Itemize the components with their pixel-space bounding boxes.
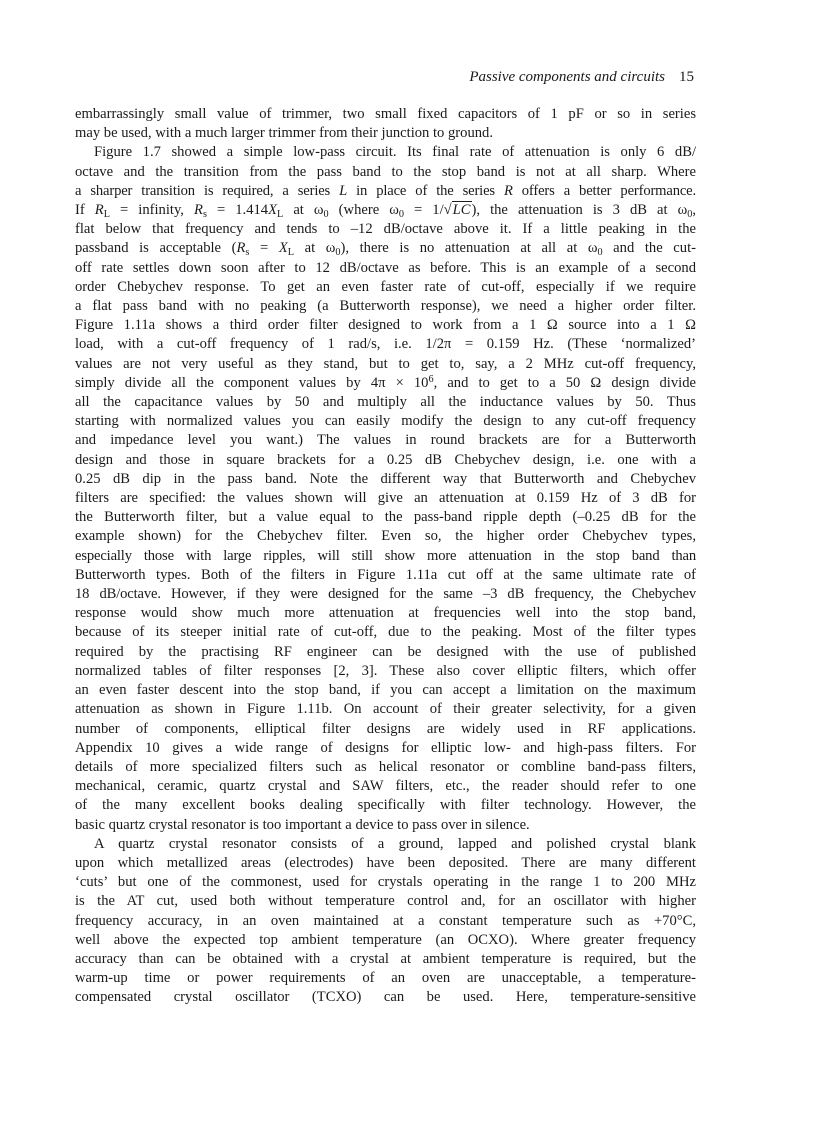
body-text xyxy=(75,105,696,1008)
text-line: flat below that frequency and tends to –12 dB/octave above it. If a little peaking in the xyxy=(75,221,696,238)
text-line: compensated crystal oscillator (TCXO) can be used. Here, temperature-sensitive xyxy=(75,989,696,1006)
text-line: upon which metallized areas (electrodes) have been deposited. There are many different xyxy=(75,854,696,871)
text-line: a flat pass band with no peaking (a Butterworth response), we need a higher order filter. xyxy=(75,298,696,315)
text-line: embarrassingly small value of trimmer, two small fixed capacitors of 1 pF or so in series xyxy=(75,106,696,122)
page-number: 15 xyxy=(679,69,694,85)
text-line: ‘cuts’ but one of the commonest, used for crystals operating in the range 1 to 200 MHz xyxy=(75,874,696,891)
text-line: number of components, elliptical filter designs are widely used in RF applications. xyxy=(75,720,696,737)
paragraph-3 xyxy=(75,835,696,1008)
text-line: is the AT cut, used both without temperature control and, for an oscillator with higher xyxy=(75,893,696,910)
text-line: a sharper transition is required, a series L in place of the series R offers a better performance. xyxy=(75,182,696,199)
text-line: because of its steeper initial rate of cut-off, due to the peaking. Most of the filter types xyxy=(75,624,696,641)
text-line: simply divide all the component values by $4\pi \times 10^6$, and to get to a 50 Ω design divide xyxy=(75,374,696,391)
text-line: warm-up time or power requirements of an oven are unacceptable, a temperature- xyxy=(75,970,696,987)
running-title: Passive components and circuits xyxy=(469,69,665,85)
text-line: normalized tables of filter responses [2, 3]. These also cover elliptic filters, which offer xyxy=(75,662,696,679)
paragraph-1 xyxy=(75,105,696,143)
text-line: 0.25 dB dip in the pass band. Note the different way that Butterworth and Chebychev xyxy=(75,470,696,487)
text-line: example shown) for the Chebychev filter. Even so, the higher order Chebychev types, xyxy=(75,528,696,545)
text-line: Figure 1.7 showed a simple low-pass circuit. Its final rate of attenuation is only 6 dB/ xyxy=(94,144,696,161)
text-line: order Chebychev response. To get an even faster rate of cut-off, especially if we require xyxy=(75,278,696,295)
text-line: all the capacitance values by 50 and multiply all the inductance values by 50. Thus xyxy=(75,394,696,411)
text-line: Butterworth types. Both of the filters in Figure 1.11a cut off at the same ultimate rate of xyxy=(75,566,696,583)
text-line: response would show much more attenuation at frequencies well into the stop band, xyxy=(75,605,696,622)
text-line: required by the practising RF engineer can be designed with the use of published xyxy=(75,643,696,660)
text-line: design and those in square brackets for a 0.25 dB Chebychev design, i.e. one with a xyxy=(75,451,696,468)
text-line: basic quartz crystal resonator is too important a device to pass over in silence. xyxy=(75,816,530,833)
text-line: mechanical, ceramic, quartz crystal and SAW filters, etc., the reader should refer to one xyxy=(75,778,696,795)
text-line: especially those with large ripples, will still show more attenuation in the stop band than xyxy=(75,547,696,564)
text-line: accuracy than can be obtained with a crystal at ambient temperature is required, but the xyxy=(75,950,696,967)
text-line: may be used, with a much larger trimmer from their junction to ground. xyxy=(75,125,493,142)
text-line: attenuation as shown in Figure 1.11b. On account of their greater selectivity, for a given xyxy=(75,701,696,718)
text-line: load, with a cut-off frequency of 1 rad/s, i.e. 1/2π = 0.159 Hz. (These ‘normalized’ xyxy=(75,336,696,353)
text-line: the Butterworth filter, but a value equal to the pass-band ripple depth (–0.25 dB for the xyxy=(75,509,696,526)
text-line: filters are specified: the values shown will give an attenuation at 0.159 Hz of 3 dB for xyxy=(75,490,696,507)
text-line: If $R_L$ = infinity, $R_s = 1.414X_L$ at $\omega_0$ (where $\omega_0 = 1/√LC$), the attenuation is 3 dB at $\omega_0$, xyxy=(75,202,696,221)
text-line: Figure 1.11a shows a third order filter designed to work from a 1 Ω source into a 1 Ω xyxy=(75,317,696,334)
text-line: Appendix 10 gives a wide range of designs for elliptic low- and high-pass filters. For xyxy=(75,739,696,756)
text-line: well above the expected top ambient temperature (an OCXO). Where greater frequency xyxy=(75,931,696,948)
text-line: frequency accuracy, in an oven maintained at a constant temperature such as +70°C, xyxy=(75,912,696,929)
text-line: 18 dB/octave. However, if they were designed for the same –3 dB frequency, the Chebychev xyxy=(75,586,696,603)
text-line: starting with normalized values you can easily modify the design to any cut-off frequency xyxy=(75,413,696,430)
text-line: A quartz crystal resonator consists of a ground, lapped and polished crystal blank xyxy=(94,835,696,852)
text-line: details of more specialized filters such as helical resonator or combline band-pass filters, xyxy=(75,758,696,775)
text-line: values are not very useful as they stand, but to get to, say, a 2 MHz cut-off frequency, xyxy=(75,355,696,372)
text-line: and impedance level you want.) The values in round brackets are for a Butterworth xyxy=(75,432,696,449)
text-line: passband is acceptable ($R_s = X_L$ at $\omega_0$), there is no attenuation at all at $\omega_0$ and the cut- xyxy=(75,240,696,259)
text-line: of the many excellent books dealing specifically with filter technology. However, the xyxy=(75,797,696,814)
paragraph-2 xyxy=(75,143,696,834)
running-head xyxy=(469,67,694,87)
text-line: off rate settles down soon after to 12 dB/octave as before. This is an example of a second xyxy=(75,259,696,276)
text-line: an even faster descent into the stop band, if you can accept a limitation on the maximum xyxy=(75,682,696,699)
text-line: octave and the transition from the pass band to the stop band is not at all sharp. Where xyxy=(75,163,696,180)
